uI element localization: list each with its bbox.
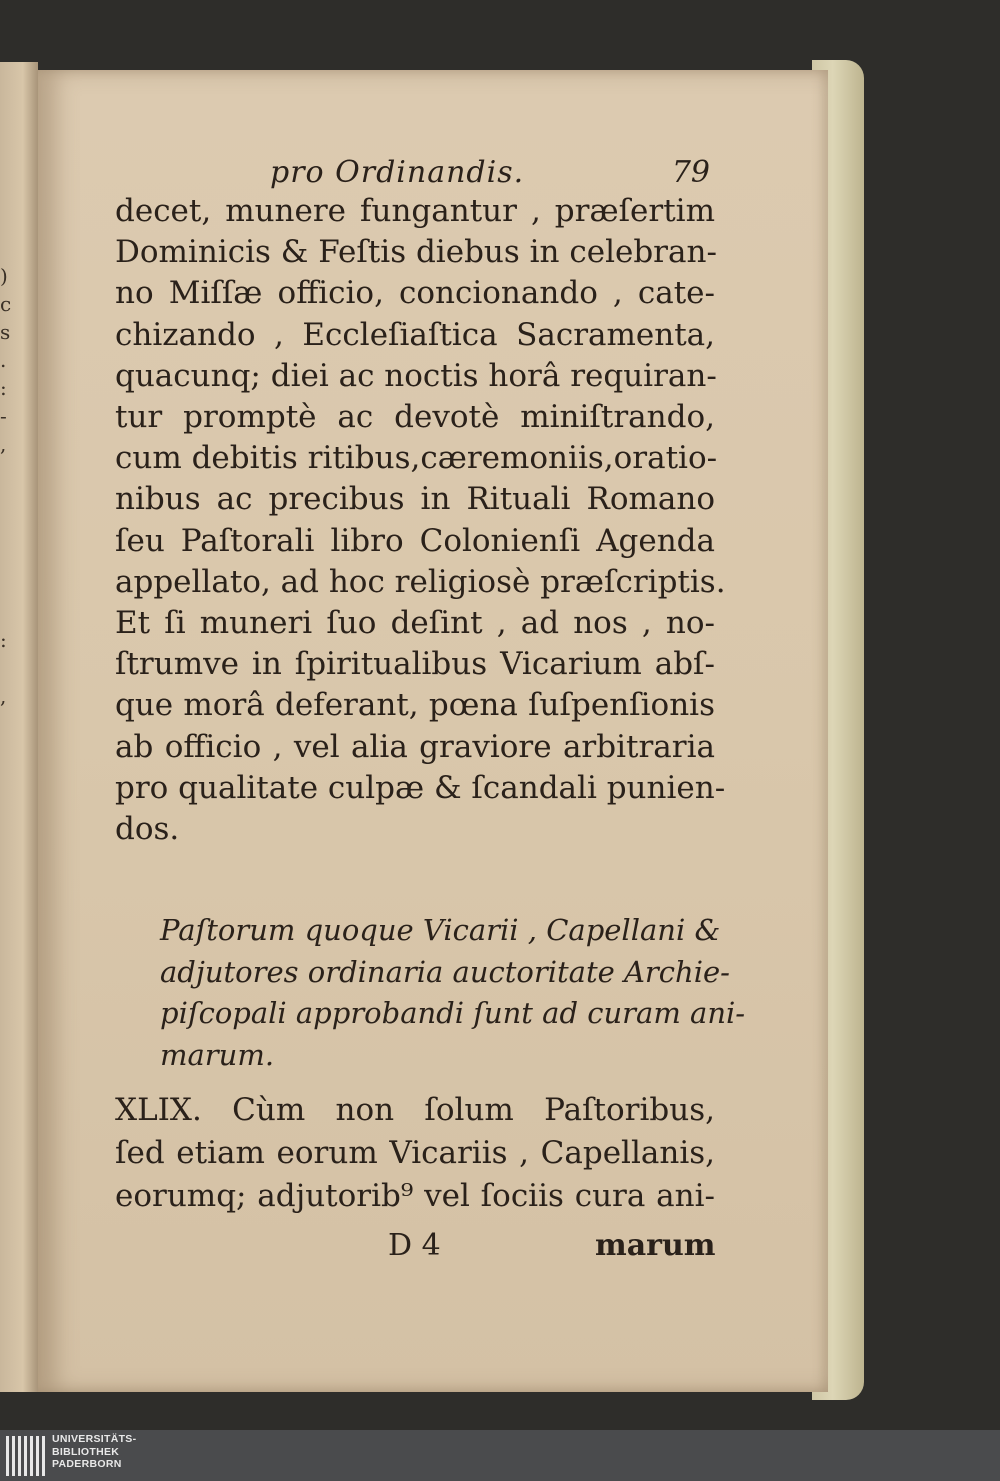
- footer-bar: [0, 1430, 1000, 1481]
- text-line: ab officio , vel alia graviore arbitraria: [115, 728, 715, 765]
- text-line: no Miſſæ officio, concionando , cate-: [115, 275, 715, 312]
- library-logo-icon: [6, 1434, 46, 1478]
- text-line: XLIX. Cùm non ſolum Paſtoribus,: [115, 1092, 715, 1128]
- text-line: tur promptè ac devotè miniſtrando,: [115, 399, 715, 435]
- page-number: 79: [671, 155, 710, 190]
- text-line: chizando , Eccleſiaſtica Sacramenta,: [115, 316, 715, 353]
- facing-page-marks: ) c s . : - , : ,: [0, 264, 12, 708]
- text-line: adjutores ordinaria auctoritate Archie-: [160, 954, 730, 989]
- text-line: eorumq; adjutorib⁹ vel ſociis cura ani-: [115, 1178, 715, 1214]
- running-title: pro Ordinandis.: [270, 155, 525, 190]
- running-head: [270, 155, 710, 195]
- text-line: nibus ac precibus in Rituali Romano: [115, 481, 715, 518]
- text-line: quacunq; diei ac noctis horâ requiran-: [115, 357, 717, 394]
- text-line: ſtrumve in ſpiritualibus Vicarium abſ-: [115, 646, 715, 683]
- signature-mark: D 4: [388, 1228, 441, 1263]
- text-line: decet, munere fungantur , præſertim: [115, 193, 715, 229]
- library-name-line: PADERBORN: [52, 1458, 122, 1470]
- facing-page-edge: [0, 62, 38, 1392]
- text-line: que morâ deferant, pœna ſuſpenſionis: [115, 687, 715, 724]
- library-name: [52, 1433, 136, 1471]
- text-line: Dominicis & Feſtis diebus in celebran-: [115, 234, 717, 271]
- library-name-line: BIBLIOTHEK: [52, 1445, 120, 1458]
- text-line: marum.: [160, 1037, 275, 1072]
- text-line: Paſtorum quoque Vicarii , Capellani &: [160, 913, 721, 947]
- catchword: marum: [595, 1228, 716, 1263]
- text-line: pro qualitate culpæ & ſcandali punien-: [115, 769, 726, 806]
- text-line: ſed etiam eorum Vicariis , Capellanis,: [115, 1135, 715, 1171]
- text-line: Et ſi muneri ſuo deſint , ad nos , no-: [115, 605, 715, 641]
- text-line: cum debitis ritibus,cæremoniis,oratio-: [115, 440, 718, 477]
- text-line: dos.: [115, 811, 180, 847]
- text-line: appellato, ad hoc religiosè præſcriptis.: [115, 563, 726, 600]
- text-line: piſcopali approbandi ſunt ad curam ani-: [160, 996, 746, 1030]
- text-line: ſeu Paſtorali libro Colonienſi Agenda: [115, 522, 715, 559]
- library-name-line: UNIVERSITÄTS-: [52, 1433, 137, 1445]
